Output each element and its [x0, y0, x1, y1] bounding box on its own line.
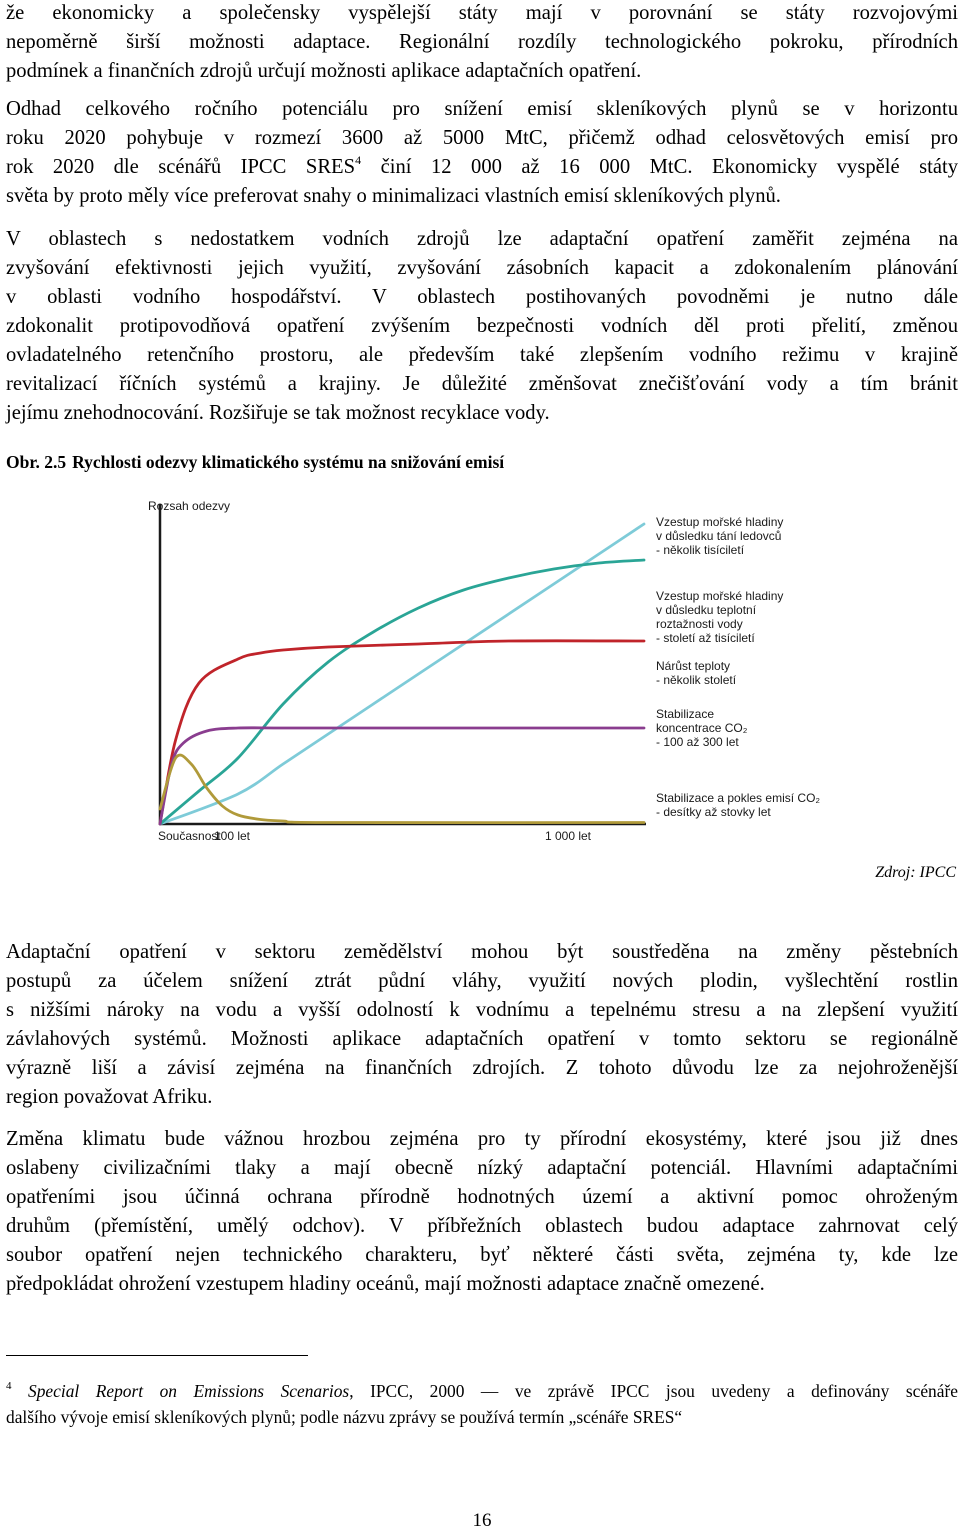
footnote-separator: [6, 1355, 308, 1356]
footnote-line: dalšího vývoje emisí skleníkových plynů; podle názvu zprávy se používá termín „scénáře SRES“: [6, 1407, 683, 1427]
figure-number: Obr. 2.5: [6, 452, 67, 472]
x-tick-label: 100 let: [213, 829, 251, 843]
text-line: oslabeny civilizačními tlaky a mají obecně nízký adaptační potenciál. Hlavními adaptačními: [6, 1157, 958, 1179]
text-line: zvyšování efektivnosti jejich využití, zvyšování zásobních kapacit a zdokonalením plánování: [6, 257, 958, 279]
figure-title: Rychlosti odezvy klimatického systému na snižování emisí: [72, 452, 505, 472]
y-axis-label: Rozsah odezvy: [148, 499, 231, 513]
footnote: [6, 1378, 958, 1430]
text-line: postupů za účelem snížení ztrát půdní vláhy, využití nových plodin, vyšlechtění rostlin: [6, 970, 958, 992]
figure-source: Zdroj: IPCC: [875, 864, 956, 881]
text-line: revitalizací říčních systémů a krajiny. Je důležité změnšovat znečišťování vody a tím bránit: [6, 373, 958, 395]
footnote-report-title: Special Report on Emissions Scenarios: [28, 1381, 350, 1401]
text-line: ovladatelného retenčního prostoru, ale především také zlepšením vodního režimu v krajině: [6, 344, 958, 366]
page-number: 16: [472, 1510, 492, 1531]
series-sea-level-ice-melt-label: - několik tisíciletí: [656, 543, 745, 557]
text-line: roku 2020 pohybuje v rozmezí 3600 až 5000 MtC, přičemž odhad celosvětových emisí pro: [6, 127, 958, 149]
x-tick-label: Současnost: [158, 829, 221, 843]
paragraph-agriculture: [6, 938, 958, 1112]
text-line: soubor opatření nejen technického charakteru, byť některé části světa, zejména ty, kde lze: [6, 1244, 958, 1266]
series-temperature-rise-label: - několik století: [656, 673, 737, 687]
series-co2-concentration-label: koncentrace CO₂: [656, 721, 748, 735]
text-fragment: rok 2020 dle scénářů IPCC SRES: [6, 156, 356, 178]
series-sea-level-ice-melt-line: [160, 524, 644, 824]
series-co2-emissions-label: - desítky až stovky let: [656, 805, 771, 819]
text-line: nepoměrně širší možnosti adaptace. Regionální rozdíly technologického pokroku, přírodních: [6, 31, 958, 53]
paragraph-intro-continuation: [6, 0, 958, 86]
text-line: předpokládat ohrožení vzestupem hladiny oceánů, mají možnosti adaptace značně omezené.: [6, 1273, 765, 1295]
figure-caption: [6, 452, 504, 473]
series-sea-level-thermal-expansion-label: Vzestup mořské hladiny: [656, 589, 784, 603]
paragraph-ecosystems: [6, 1125, 958, 1299]
text-line: Odhad celkového ročního potenciálu pro snížení emisí skleníkových plynů se v horizontu: [6, 98, 958, 120]
series-sea-level-thermal-expansion-label: - století až tisíciletí: [656, 631, 755, 645]
series-co2-concentration-label: Stabilizace: [656, 707, 715, 721]
x-tick-label: 1 000 let: [544, 829, 592, 843]
text-line: v oblasti vodního hospodářství. V oblastech postihovaných povodněmi je nutno dále: [6, 286, 958, 308]
paragraph-emissions: [6, 95, 958, 211]
text-line: region považovat Afriku.: [6, 1086, 213, 1108]
text-line: výrazně liší a závisí zejména na finančních zdrojích. Z tohoto důvodu lze za nejohroženější: [6, 1057, 958, 1079]
footnote-text: , IPCC, 2000 — ve zprávě IPCC jsou uvedeny a definovány scénáře: [349, 1381, 958, 1401]
series-sea-level-thermal-expansion-label: roztažnosti vody: [656, 617, 743, 631]
text-line: Adaptační opatření v sektoru zemědělství mohou být soustředěna na změny pěstebních: [6, 941, 958, 963]
series-temperature-rise-label: Nárůst teploty: [656, 659, 731, 673]
text-line: Změna klimatu bude vážnou hrozbou zejména pro ty přírodní ekosystémy, které jsou již dnes: [6, 1128, 958, 1150]
document-page: [6, 0, 958, 1533]
footnote-reference[interactable]: 4: [355, 153, 362, 167]
series-co2-concentration-label: - 100 až 300 let: [656, 735, 739, 749]
text-line: opatřeními jsou účinná ochrana přírodně hodnotných území a aktivní pomoc ohroženým: [6, 1186, 958, 1208]
text-line: světa by proto měly více preferovat snahy o minimalizaci vlastních emisí skleníkových plynů.: [6, 185, 781, 207]
text-line: V oblastech s nedostatkem vodních zdrojů lze adaptační opatření zaměřit zejména na: [6, 228, 958, 250]
series-sea-level-thermal-expansion-label: v důsledku teplotní: [656, 603, 757, 617]
text-line: závlahových systémů. Možnosti aplikace adaptačních opatření v tomto sektoru se regionálně: [6, 1028, 958, 1050]
text-fragment: činí 12 000 až 16 000 MtC. Ekonomicky vyspělé státy: [361, 156, 959, 178]
text-line: že ekonomicky a společensky vyspělejší státy mají v porovnání se státy rozvojovými: [6, 2, 958, 24]
text-line: druhům (přemístění, umělý odchov). V příbřežních oblastech budou adaptace zahrnovat celý: [6, 1215, 958, 1237]
response-chart: [146, 488, 826, 860]
text-line: zdokonalit protipovodňová opatření zvýšením bezpečnosti vodních děl proti přelití, změnou: [6, 315, 958, 337]
series-sea-level-ice-melt-label: Vzestup mořské hladiny: [656, 515, 784, 529]
series-sea-level-ice-melt-label: v důsledku tání ledovců: [656, 529, 782, 543]
footnote-line: [6, 1378, 958, 1404]
paragraph-water: [6, 225, 958, 428]
text-line-with-footnote-ref: [6, 153, 958, 182]
text-line: jejímu znehodnocování. Rozšiřuje se tak možnost recyklace vody.: [6, 402, 550, 424]
text-line: s nižšími nároky na vodu a vyšší odolností k vodnímu a tepelnému stresu a na zlepšení využití: [6, 999, 958, 1021]
text-line: podmínek a finančních zdrojů určují možnosti aplikace adaptačních opatření.: [6, 60, 642, 82]
series-co2-concentration-line: [160, 728, 644, 824]
series-co2-emissions-label: Stabilizace a pokles emisí CO₂: [656, 791, 821, 805]
series-sea-level-thermal-expansion-line: [160, 560, 644, 824]
footnote-mark: 4: [6, 1380, 12, 1392]
